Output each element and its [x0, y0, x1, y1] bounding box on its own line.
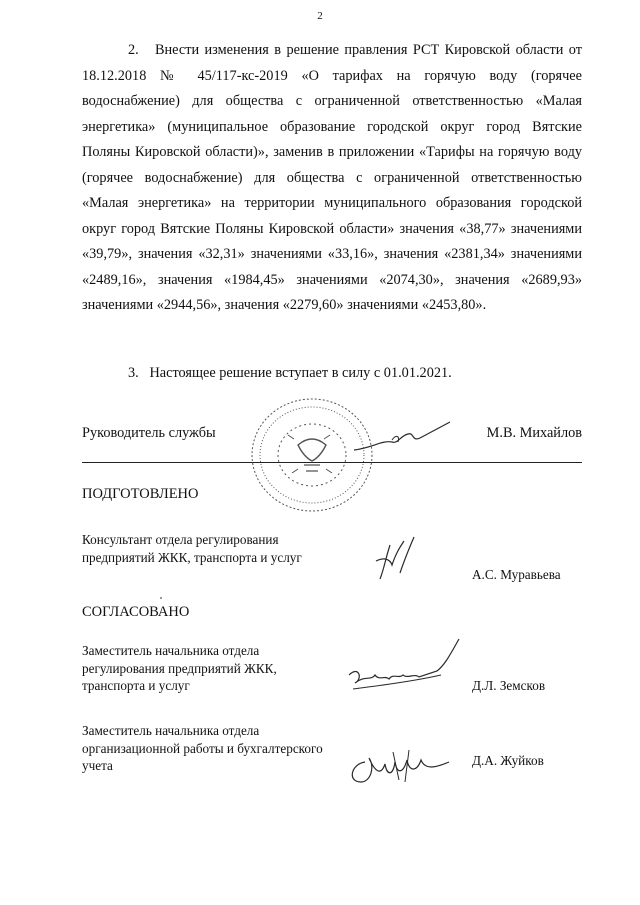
head-signature-image — [352, 418, 452, 454]
agreed-signer-2-name: Д.А. Жуйков — [472, 753, 544, 768]
agreed-signer-1-position: Заместитель начальника отдела регулирования предприятий ЖКК, транспорта и услуг — [82, 643, 277, 693]
item-2-text: 2. Внести изменения в решение правления РСТ Кировской области от 18.12.2018 № 45/117-кс-2019 «О тарифах на горячую воду (горячее водоснабжение) для общества с ограниченной ответственностью «Малая энергетика» (муниципальное образование городской округ город Вятские Поляны Кировской области)», заменив в приложении «Тарифы на горячую воду (горячее водоснабжение) для общества с ограниченной ответственностью «Малая энергетика» на территории муниципального образования городской округ город Вятские Поляны Кировской области» значения «38,77» значениями «39,79», значения «32,31» значениями «33,16», значения «2381,34» значениями «2489,16», значения «1984,45» значениями «2074,30», значения «2689,93» значениями «2944,56», значения «2279,60» значениями «2453,80». — [82, 42, 582, 313]
prepared-position: Консультант отдела регулирования предприятий ЖКК, транспорта и услуг — [82, 532, 302, 565]
agreed-signer-1-signature-image — [345, 635, 465, 695]
prepared-heading: ПОДГОТОВЛЕНО — [82, 486, 199, 502]
prepared-name: А.С. Муравьева — [472, 567, 561, 582]
agreed-heading: СОГЛАСОВАНО — [82, 604, 190, 620]
item-3-text: 3. Настоящее решение вступает в силу с 01.01.2021. — [128, 365, 452, 381]
agreed-signer-2-signature-image — [345, 742, 455, 788]
divider-line — [82, 462, 582, 463]
head-role: Руководитель службы — [82, 425, 216, 441]
agreed-signer-1-name: Д.Л. Земсков — [472, 678, 546, 693]
item-2-paragraph — [82, 38, 582, 319]
prepared-signature-image — [370, 535, 420, 583]
agreed-signer-2-position: Заместитель начальника отдела организационной работы и бухгалтерского учета — [82, 723, 323, 773]
agreed-signer-1 — [82, 642, 546, 695]
page-number: 2 — [317, 10, 323, 22]
agreed-signer-2 — [82, 722, 544, 775]
item-3-paragraph — [82, 361, 582, 387]
ink-speck — [160, 597, 162, 599]
official-seal — [248, 395, 376, 515]
head-name: М.В. Михайлов — [486, 425, 582, 441]
prepared-block — [82, 531, 561, 582]
